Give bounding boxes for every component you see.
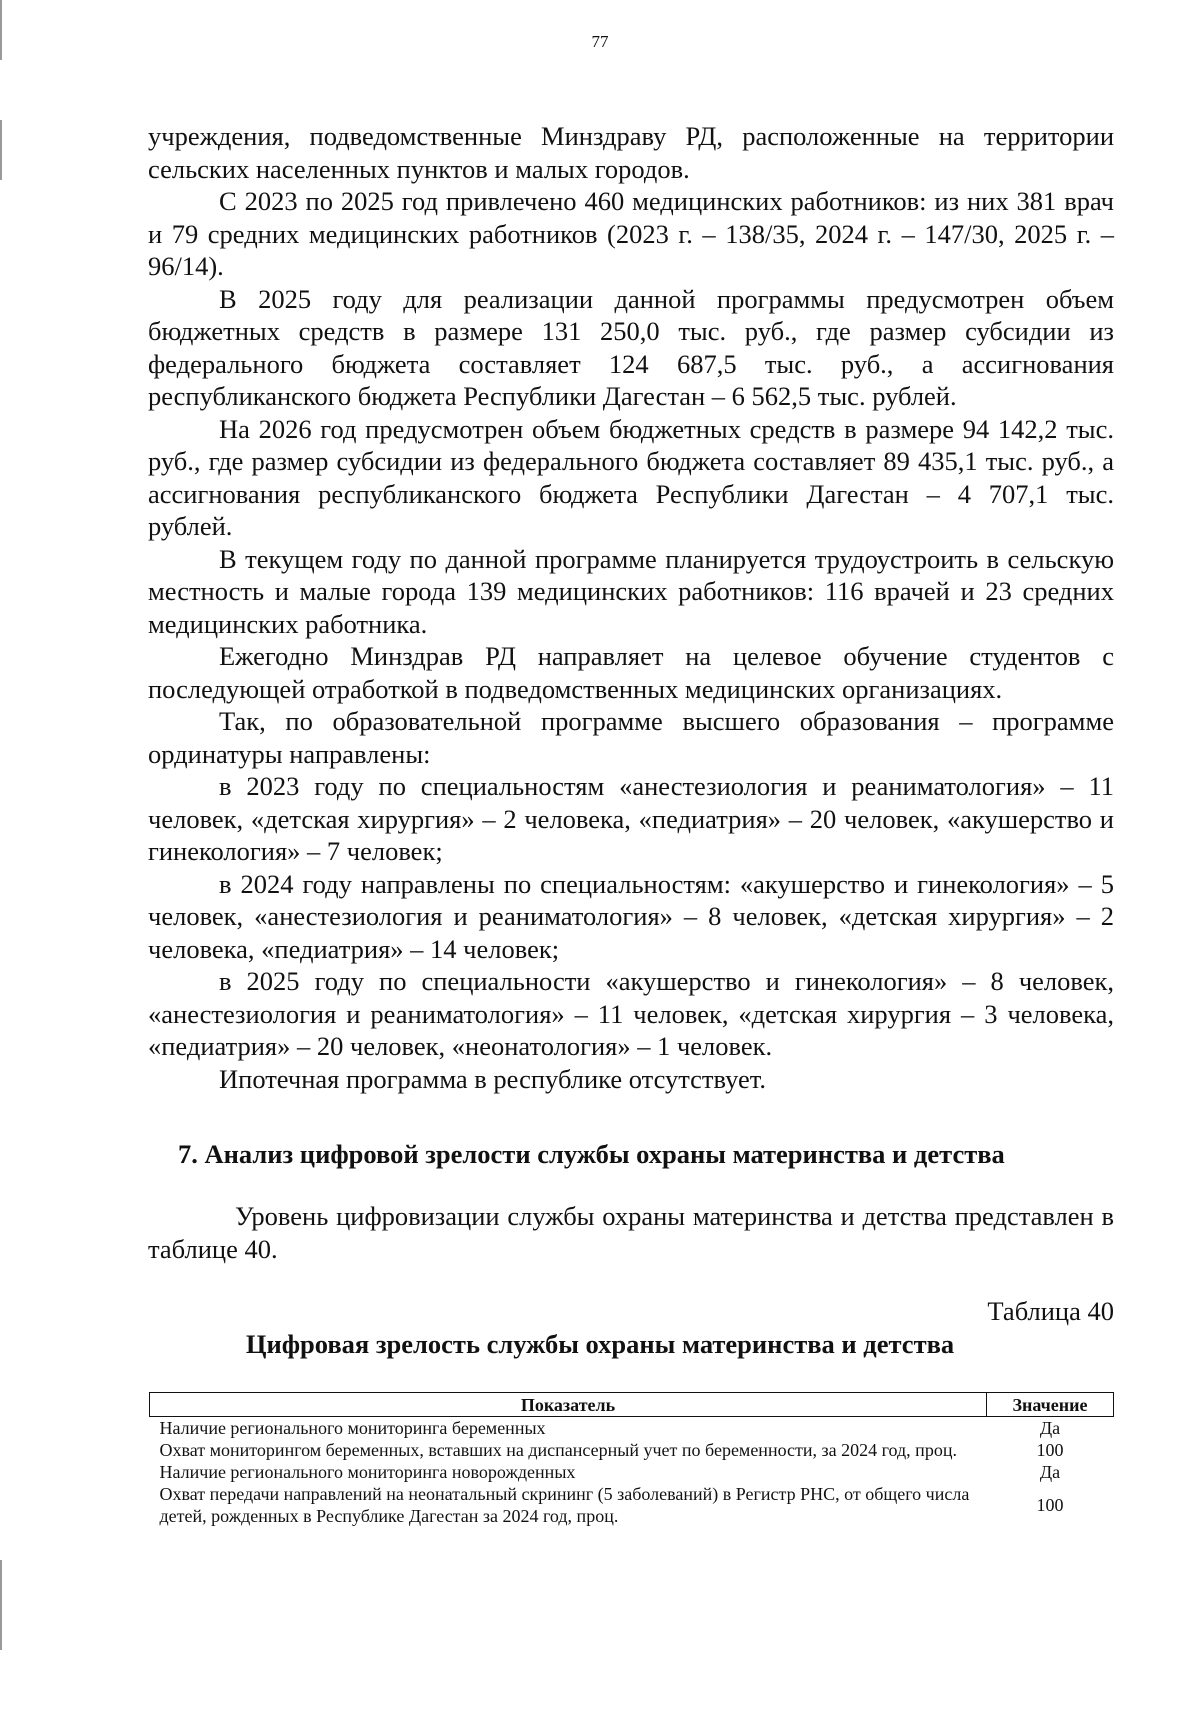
paragraph: в 2024 году направлены по специальностям: «акушерство и гинекология» – 5 человек, «анестезиология и реаниматология» – 8 человек, «детская хирургия» – 2 человека, «педиатрия» – 14 человек; xyxy=(148,868,1114,964)
value-cell: 100 xyxy=(1036,1440,1064,1460)
value-cell: 100 xyxy=(1036,1495,1064,1515)
page-number: 77 xyxy=(591,32,609,51)
table-header-row xyxy=(150,1393,1114,1417)
table-row xyxy=(150,1417,1114,1440)
value-cell: Да xyxy=(1039,1462,1061,1482)
section-heading: 7. Анализ цифровой зрелости службы охраны материнства и детства xyxy=(178,1139,1005,1169)
paragraph: Ежегодно Минздрав РД направляет на целевое обучение студентов с последующей отработкой в подведомственных медицинских организациях. xyxy=(148,641,1114,704)
value-cell: Да xyxy=(1039,1418,1061,1438)
indicator-cell: Наличие регионального мониторинга беременных xyxy=(159,1418,546,1438)
table-caption: Таблица 40 xyxy=(987,1296,1114,1326)
table-row xyxy=(150,1461,1114,1483)
table-title: Цифровая зрелость службы охраны материнства и детства xyxy=(245,1329,955,1359)
scan-edge-mark xyxy=(0,120,2,180)
paragraph: Ипотечная программа в республике отсутствует. xyxy=(219,1063,766,1094)
body-text xyxy=(148,120,1114,1095)
table-row xyxy=(150,1439,1114,1461)
paragraph: в 2023 году по специальностям «анестезиология и реаниматология» – 11 человек, «детская хирургия» – 2 человека, «педиатрия» – 20 человек, «акушерство и гинекология» – 7 человек; xyxy=(148,771,1114,866)
paragraph: в 2025 году по специальности «акушерство и гинекология» – 8 человек, «анестезиология и реаниматология» – 11 человек, «детская хирургия – 3 человека, «педиатрия» – 20 человек, «неонатология» – 1 человек. xyxy=(148,966,1114,1061)
table-row xyxy=(150,1483,1114,1527)
maturity-table xyxy=(149,1392,1114,1527)
column-header-indicator: Показатель xyxy=(150,1393,987,1417)
indicator-cell: Наличие регионального мониторинга новорожденных xyxy=(159,1462,576,1482)
indicator-cell: Охват передачи направлений на неонатальный скрининг (5 заболеваний) в Регистр РНС, от общего числа детей, рожденных в Республике Дагестан за 2024 год, проц. xyxy=(159,1484,970,1526)
indicator-cell: Охват мониторингом беременных, вставших на диспансерный учет по беременности, за 2024 год, проц. xyxy=(159,1440,957,1460)
section-intro: Уровень цифровизации службы охраны материнства и детства представлен в таблице 40. xyxy=(148,1201,1114,1264)
paragraph: В 2025 году для реализации данной программы предусмотрен объем бюджетных средств в размере 131 250,0 тыс. руб., где размер субсидии из федерального бюджета составляет 124 687,5 тыс. руб., а ассигнования республиканского бюджета Республики Дагестан – 6 562,5 тыс. рублей. xyxy=(148,283,1114,411)
column-header-value: Значение xyxy=(987,1393,1114,1417)
paragraph: На 2026 год предусмотрен объем бюджетных средств в размере 94 142,2 тыс. руб., где размер субсидии из федерального бюджета составляет 89 435,1 тыс. руб., а ассигнования республиканского бюджета Республики Дагестан – 4 707,1 тыс. рублей. xyxy=(148,413,1114,541)
paragraph: С 2023 по 2025 год привлечено 460 медицинских работников: из них 381 врач и 79 средних медицинских работников (2023 г. – 138/35, 2024 г. – 147/30, 2025 г. – 96/14). xyxy=(148,186,1114,281)
scan-edge-mark xyxy=(0,1560,2,1650)
paragraph: учреждения, подведомственные Минздраву РД, расположенные на территории сельских населенных пунктов и малых городов. xyxy=(148,121,1114,184)
paragraph: В текущем году по данной программе планируется трудоустроить в сельскую местность и малые города 139 медицинских работников: 116 врачей и 23 средних медицинских работника. xyxy=(148,543,1114,639)
paragraph: Так, по образовательной программе высшего образования – программе ординатуры направлены: xyxy=(148,706,1114,769)
